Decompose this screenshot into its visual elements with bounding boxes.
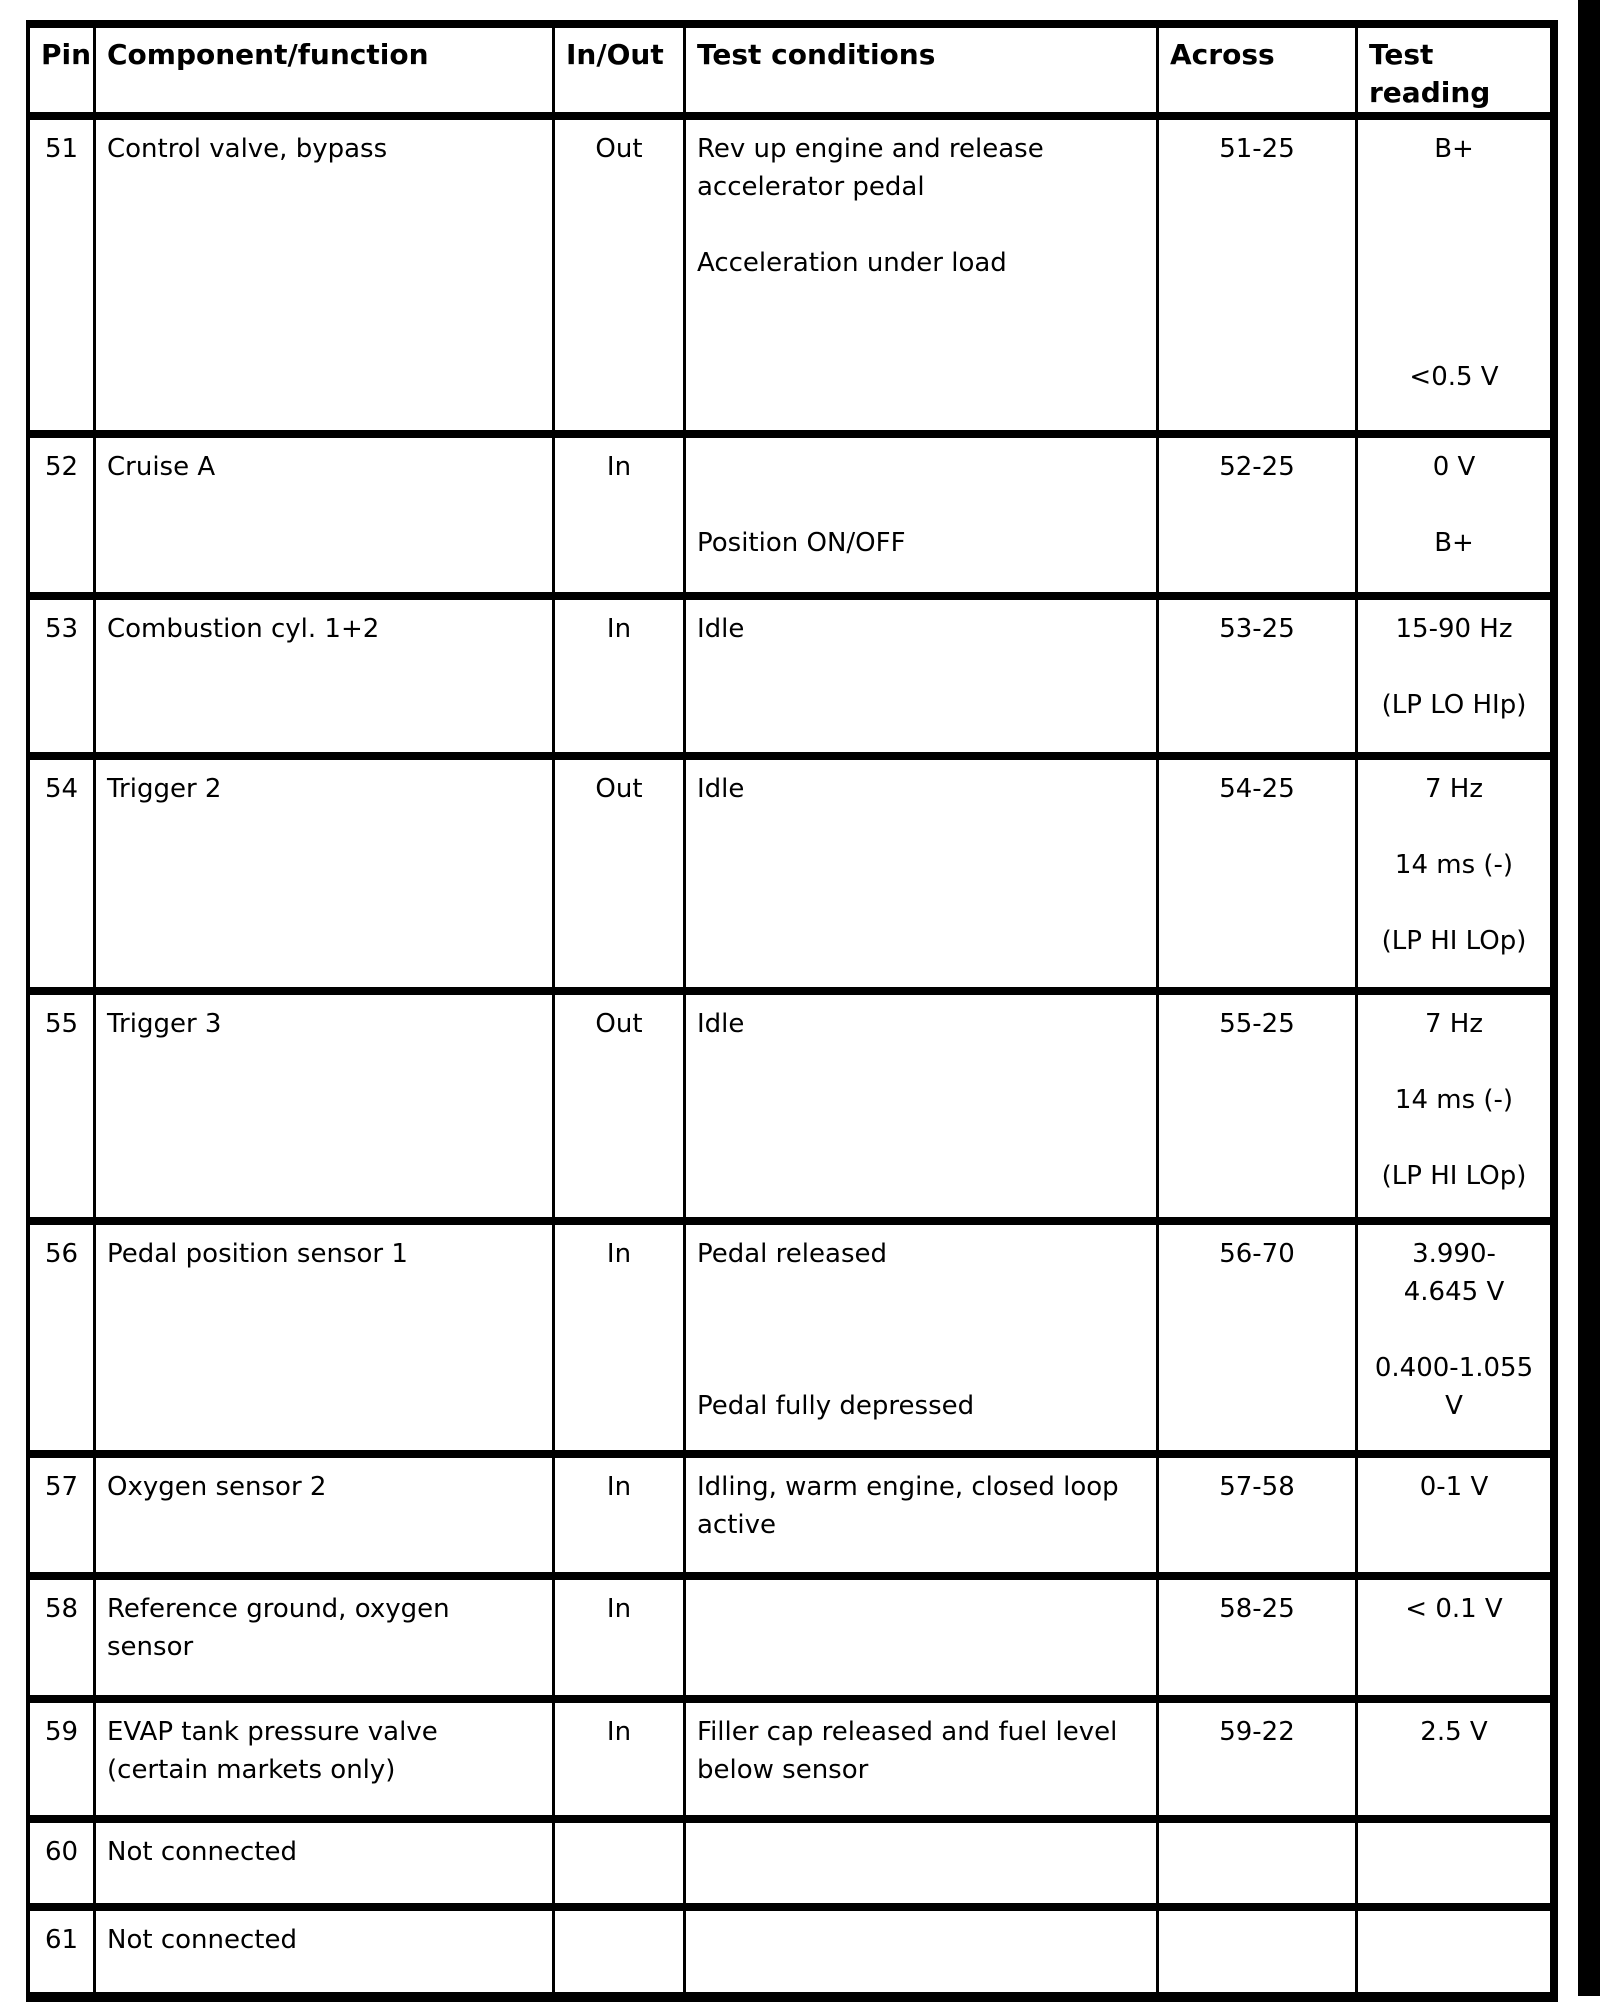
cell-text: B+ xyxy=(1434,528,1474,558)
cell-component xyxy=(96,600,555,752)
cell-text: Combustion cyl. 1+2 xyxy=(107,614,380,644)
header-cell-across xyxy=(1159,28,1358,112)
cell-reading xyxy=(1358,438,1550,592)
cell-text: Out xyxy=(595,134,643,164)
cell-text: Pedal fully depressed xyxy=(697,1391,975,1421)
cell-text: 53-25 xyxy=(1219,614,1295,644)
cell-component xyxy=(96,760,555,987)
cell-text: 0 V xyxy=(1432,452,1476,482)
cell-text xyxy=(1360,1043,1548,1081)
cell-text: 54 xyxy=(44,774,79,804)
cell-across xyxy=(1159,120,1358,430)
cell-reading xyxy=(1358,120,1550,430)
cell-text: Control valve, bypass xyxy=(107,134,388,164)
cell-text: 7 Hz xyxy=(1424,1009,1483,1039)
cell-text: In xyxy=(606,1594,632,1624)
cell-pin xyxy=(30,120,96,430)
cell-text: 51-25 xyxy=(1219,134,1295,164)
cell-component xyxy=(96,120,555,430)
cell-text: Not connected xyxy=(107,1837,297,1867)
table-row xyxy=(30,1225,1550,1458)
cell-reading xyxy=(1358,1580,1550,1695)
cell-text: 4.645 V xyxy=(1403,1277,1505,1307)
header-cell-pin xyxy=(30,28,96,112)
cell-reading xyxy=(1358,995,1550,1217)
cell-in-out xyxy=(555,1458,686,1572)
cell-text: 53 xyxy=(44,614,79,644)
cell-text: 61 xyxy=(44,1925,79,1955)
cell-reading xyxy=(1358,600,1550,752)
cell-in-out xyxy=(555,120,686,430)
cell-text: In xyxy=(606,1472,632,1502)
cell-in-out xyxy=(555,1703,686,1815)
cell-text xyxy=(1360,244,1548,282)
cell-text: Idle xyxy=(697,614,745,644)
cell-pin xyxy=(30,1703,96,1815)
header-text: Component/function xyxy=(107,38,429,71)
cell-in-out xyxy=(555,995,686,1217)
cell-text xyxy=(1360,1119,1548,1157)
cell-pin xyxy=(30,1225,96,1450)
cell-conditions xyxy=(686,1911,1159,1992)
pin-signal-table xyxy=(26,20,1558,2002)
cell-reading xyxy=(1358,1823,1550,1903)
cell-text: 14 ms (-) xyxy=(1394,1085,1514,1115)
cell-text: Cruise A xyxy=(107,452,216,482)
cell-component xyxy=(96,1458,555,1572)
cell-text: V xyxy=(1445,1391,1463,1421)
cell-text: 59 xyxy=(44,1717,79,1747)
header-text: Pin xyxy=(41,38,92,71)
cell-text xyxy=(697,1311,1154,1349)
cell-text: sensor xyxy=(107,1632,194,1662)
cell-in-out xyxy=(555,438,686,592)
cell-text: 57-58 xyxy=(1219,1472,1295,1502)
cell-text: 51 xyxy=(44,134,79,164)
cell-text: active xyxy=(697,1510,777,1540)
cell-across xyxy=(1159,1703,1358,1815)
cell-text: 55 xyxy=(44,1009,79,1039)
cell-text: 60 xyxy=(44,1837,79,1867)
header-cell-conditions xyxy=(686,28,1159,112)
cell-text: Out xyxy=(595,1009,643,1039)
cell-text: In xyxy=(606,452,632,482)
cell-reading xyxy=(1358,1703,1550,1815)
cell-text xyxy=(1360,206,1548,244)
cell-text: < 0.1 V xyxy=(1405,1594,1503,1624)
cell-text: Out xyxy=(595,774,643,804)
cell-text: Rev up engine and release xyxy=(697,134,1044,164)
cell-text xyxy=(1360,648,1548,686)
cell-across xyxy=(1159,1823,1358,1903)
cell-text xyxy=(697,448,1154,486)
cell-conditions xyxy=(686,1458,1159,1572)
header-text: In/Out xyxy=(566,38,664,71)
cell-text xyxy=(1360,1311,1548,1349)
header-text: reading xyxy=(1369,76,1491,109)
header-text: Test conditions xyxy=(697,38,936,71)
cell-text xyxy=(1360,168,1548,206)
cell-across xyxy=(1159,995,1358,1217)
table-row xyxy=(30,995,1550,1225)
cell-text xyxy=(697,1349,1154,1387)
cell-text: below sensor xyxy=(697,1755,869,1785)
cell-across xyxy=(1159,1225,1358,1450)
cell-text: 56-70 xyxy=(1219,1239,1295,1269)
cell-text: In xyxy=(606,1717,632,1747)
cell-component xyxy=(96,995,555,1217)
cell-text: Trigger 2 xyxy=(107,774,222,804)
cell-text: Idle xyxy=(697,774,745,804)
cell-text: In xyxy=(606,1239,632,1269)
cell-text: (LP HI LOp) xyxy=(1381,926,1527,956)
header-text: Across xyxy=(1170,38,1275,71)
cell-conditions xyxy=(686,600,1159,752)
cell-text xyxy=(697,1273,1154,1311)
cell-across xyxy=(1159,438,1358,592)
cell-reading xyxy=(1358,1911,1550,1992)
cell-conditions xyxy=(686,1580,1159,1695)
cell-component xyxy=(96,1823,555,1903)
header-row xyxy=(30,28,1550,120)
cell-conditions xyxy=(686,1225,1159,1450)
cell-text: (LP LO HIp) xyxy=(1381,690,1527,720)
cell-conditions xyxy=(686,1823,1159,1903)
cell-text: 52 xyxy=(44,452,79,482)
cell-text: Not connected xyxy=(107,1925,297,1955)
cell-text: 14 ms (-) xyxy=(1394,850,1514,880)
cell-text: Trigger 3 xyxy=(107,1009,222,1039)
cell-text: 57 xyxy=(44,1472,79,1502)
cell-text: 58-25 xyxy=(1219,1594,1295,1624)
table-row xyxy=(30,600,1550,760)
cell-text xyxy=(697,486,1154,524)
cell-pin xyxy=(30,600,96,752)
cell-conditions xyxy=(686,438,1159,592)
cell-text: Position ON/OFF xyxy=(697,528,906,558)
cell-pin xyxy=(30,1911,96,1992)
table-row xyxy=(30,760,1550,995)
cell-conditions xyxy=(686,760,1159,987)
cell-text: 3.990- xyxy=(1412,1239,1496,1269)
cell-component xyxy=(96,1703,555,1815)
table-row xyxy=(30,120,1550,438)
header-cell-reading xyxy=(1358,28,1550,112)
cell-pin xyxy=(30,438,96,592)
cell-text: Oxygen sensor 2 xyxy=(107,1472,327,1502)
scan-edge-artifact xyxy=(1578,0,1600,1996)
cell-conditions xyxy=(686,120,1159,430)
header-cell-in-out xyxy=(555,28,686,112)
cell-text: 56 xyxy=(44,1239,79,1269)
header-text: Test xyxy=(1369,38,1434,71)
cell-text: 0.400-1.055 xyxy=(1374,1353,1534,1383)
cell-text xyxy=(1360,486,1548,524)
cell-in-out xyxy=(555,1823,686,1903)
cell-reading xyxy=(1358,760,1550,987)
cell-text: In xyxy=(606,614,632,644)
cell-text: Filler cap released and fuel level xyxy=(697,1717,1118,1747)
cell-text: 15-90 Hz xyxy=(1395,614,1513,644)
cell-text xyxy=(1360,282,1548,320)
cell-across xyxy=(1159,600,1358,752)
cell-text: 58 xyxy=(44,1594,79,1624)
table-row xyxy=(30,1823,1550,1911)
cell-across xyxy=(1159,1580,1358,1695)
cell-text xyxy=(1360,884,1548,922)
cell-across xyxy=(1159,1458,1358,1572)
cell-component xyxy=(96,1580,555,1695)
cell-pin xyxy=(30,760,96,987)
cell-text: 52-25 xyxy=(1219,452,1295,482)
cell-text: (certain markets only) xyxy=(107,1755,396,1785)
cell-conditions xyxy=(686,995,1159,1217)
cell-text xyxy=(1360,808,1548,846)
cell-text xyxy=(1360,320,1548,358)
cell-reading xyxy=(1358,1225,1550,1450)
cell-text: 54-25 xyxy=(1219,774,1295,804)
cell-in-out xyxy=(555,1911,686,1992)
cell-pin xyxy=(30,1458,96,1572)
cell-text: 59-22 xyxy=(1219,1717,1295,1747)
table-row xyxy=(30,1458,1550,1580)
cell-component xyxy=(96,1225,555,1450)
table-row xyxy=(30,1580,1550,1703)
cell-text: 0-1 V xyxy=(1419,1472,1489,1502)
table-row xyxy=(30,1703,1550,1823)
cell-conditions xyxy=(686,1703,1159,1815)
cell-in-out xyxy=(555,1225,686,1450)
cell-in-out xyxy=(555,760,686,987)
cell-text: 2.5 V xyxy=(1420,1717,1488,1747)
cell-text: Reference ground, oxygen xyxy=(107,1594,450,1624)
cell-in-out xyxy=(555,1580,686,1695)
cell-component xyxy=(96,438,555,592)
cell-text: (LP HI LOp) xyxy=(1381,1161,1527,1191)
cell-text xyxy=(697,206,1154,244)
cell-text: B+ xyxy=(1434,134,1474,164)
cell-in-out xyxy=(555,600,686,752)
cell-pin xyxy=(30,1580,96,1695)
cell-text: EVAP tank pressure valve xyxy=(107,1717,438,1747)
cell-text: Idle xyxy=(697,1009,745,1039)
cell-text: Acceleration under load xyxy=(697,248,1007,278)
cell-text: 55-25 xyxy=(1219,1009,1295,1039)
cell-text: <0.5 V xyxy=(1409,362,1499,392)
cell-text: Pedal position sensor 1 xyxy=(107,1239,408,1269)
cell-text: Pedal released xyxy=(697,1239,887,1269)
cell-text: Idling, warm engine, closed loop xyxy=(697,1472,1119,1502)
header-cell-component xyxy=(96,28,555,112)
cell-pin xyxy=(30,1823,96,1903)
cell-across xyxy=(1159,1911,1358,1992)
cell-across xyxy=(1159,760,1358,987)
cell-text: 7 Hz xyxy=(1424,774,1483,804)
cell-text: accelerator pedal xyxy=(697,172,925,202)
table-row xyxy=(30,438,1550,600)
cell-reading xyxy=(1358,1458,1550,1572)
cell-component xyxy=(96,1911,555,1992)
table-row xyxy=(30,1911,1550,1992)
cell-pin xyxy=(30,995,96,1217)
